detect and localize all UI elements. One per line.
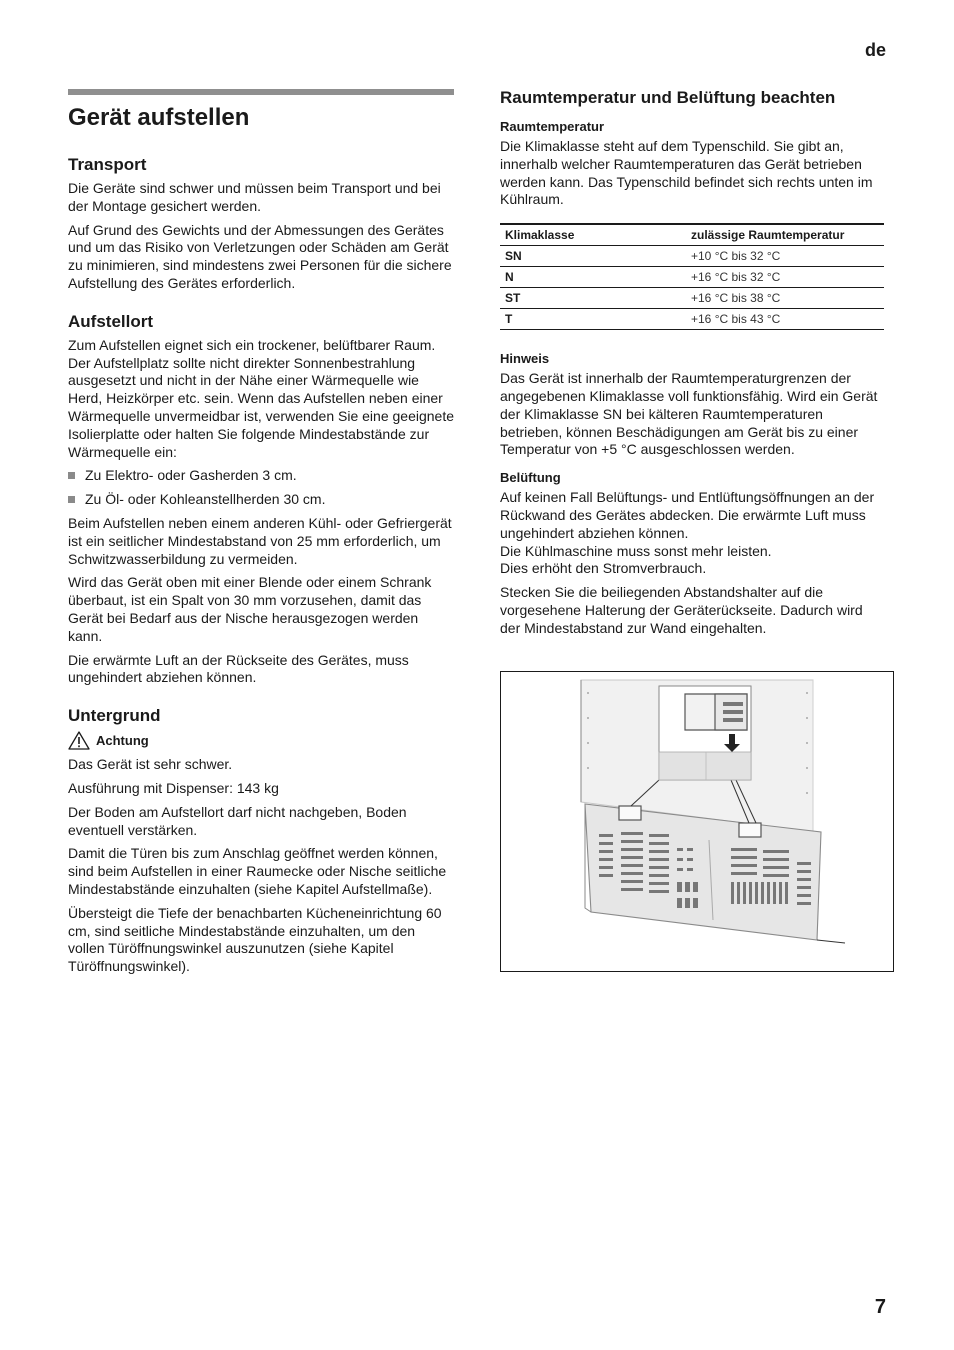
- page-number: 7: [874, 1296, 886, 1318]
- warning-notice: [68, 731, 454, 750]
- paragraph-line: Die Kühlmaschine muss sonst mehr leisten.: [500, 542, 772, 559]
- subheading-raumtemperatur: Raumtemperatur: [500, 119, 605, 134]
- section-transport: [68, 154, 454, 293]
- spacer-installation-illustration: [500, 671, 894, 972]
- heading-transport: Transport: [68, 155, 147, 174]
- column-header: Klimaklasse: [505, 228, 575, 243]
- paragraph: Auf Grund des Gewichts und der Abmessungen des Gerätes und um das Risiko von Verletzungen oder Schäden am Gerät zu minimieren, sind mindestens zwei Personen für die sichere Aufstellung des Gerätes erforderlich.: [68, 221, 452, 291]
- paragraph: Wird das Gerät oben mit einer Blende oder einem Schrank überbaut, ist ein Spalt von 30 mm vorzusehen, damit das Gerät bei Bedarf aus der Nische herausgezogen werden kann.: [68, 574, 432, 644]
- distance-list: [68, 467, 454, 509]
- paragraph-line: Dies erhöht den Stromverbrauch.: [500, 560, 707, 577]
- paragraph: Zum Aufstellen eignet sich ein trockener, belüftbarer Raum. Der Aufstellplatz sollte nicht direkter Sonnenbestrahlung ausgesetzt und nicht in der Nähe einer Wärmequelle wie Herd, Heizkörper etc. sein. Wenn das Aufstellen neben einer Wärmequelle unvermeidbar ist, verwenden Sie eine geeignete Isolierplatte oder halten Sie folgende Mindestabstände zur Wärmequelle ein:: [68, 336, 454, 460]
- table-cell-class: ST: [505, 291, 521, 306]
- paragraph: Übersteigt die Tiefe der benachbarten Kücheneinrichtung 60 cm, sind seitliche Mindestabstände einzuhalten, um den vollen Türöffnungswinkel auszunutzen (siehe Kapitel Türöffnungswinkel).: [68, 904, 442, 975]
- warning-triangle-icon: [68, 731, 90, 750]
- table-cell-class: SN: [505, 249, 522, 264]
- table-row: [500, 267, 884, 288]
- list-item: [68, 467, 454, 485]
- paragraph: Ausführung mit Dispenser: 143 kg: [68, 779, 279, 796]
- paragraph: Damit die Türen bis zum Anschlag geöffnet werden können, sind beim Aufstellen in einer Raumecke oder Nische seitliche Mindestabstände einzuhalten (siehe Kapitel Aufstellmaße).: [68, 845, 447, 897]
- page-title: Gerät aufstellen: [68, 104, 250, 131]
- paragraph: [500, 489, 886, 578]
- column-header: zulässige Raumtemperatur: [691, 228, 845, 243]
- table-cell-range: +16 °C bis 38 °C: [691, 291, 781, 306]
- appliance-back-illustration: [501, 672, 895, 973]
- heading-raumtemperatur-belueftung: Raumtemperatur und Belüftung beachten: [500, 88, 836, 107]
- table-row: [500, 246, 884, 267]
- left-column: [68, 89, 454, 982]
- list-item: [68, 491, 454, 509]
- heading-untergrund: Untergrund: [68, 706, 161, 726]
- table-row: [500, 309, 884, 330]
- table-header-row: [500, 224, 884, 246]
- paragraph-line: Auf keinen Fall Belüftungs- und Entlüftungsöffnungen an der Rückwand des Gerätes abdecken. Die erwärmte Luft muss ungehindert abziehen können.: [500, 489, 875, 541]
- section-untergrund: [68, 705, 454, 976]
- right-column: [500, 87, 886, 644]
- paragraph: Der Boden am Aufstellort darf nicht nachgeben, Boden eventuell verstärken.: [68, 803, 407, 838]
- paragraph: Beim Aufstellen neben einem anderen Kühl- oder Gefriergerät ist ein seitlicher Mindestabstand von 25 mm erforderlich, um Schwitzwasserbildung zu vermeiden.: [68, 514, 452, 567]
- subheading-hinweis: Hinweis: [500, 351, 550, 367]
- paragraph: Die Klimaklasse steht auf dem Typenschild. Sie gibt an, innerhalb welcher Raumtemperaturen das Gerät betrieben werden kann. Das Typenschild befindet sich rechts unten im Kühlraum.: [500, 138, 873, 208]
- paragraph: Die Geräte sind schwer und müssen beim Transport und bei der Montage gesichert werden.: [68, 180, 441, 214]
- table-row: [500, 288, 884, 309]
- table-cell-range: +10 °C bis 32 °C: [691, 249, 781, 264]
- section-rule: [68, 89, 454, 95]
- language-code: de: [864, 40, 886, 60]
- paragraph: Stecken Sie die beiliegenden Abstandshalter auf die vorgesehene Halterung der Geräterückseite. Dadurch wird der Mindestabstand zur Wand eingehalten.: [500, 584, 863, 636]
- bullet-square-icon: [68, 472, 75, 479]
- warning-label: Achtung: [96, 733, 149, 749]
- paragraph: Das Gerät ist innerhalb der Raumtemperaturgrenzen der angegebenen Klimaklasse voll funktionsfähig. Wird ein Gerät der Klimaklasse SN bei kälteren Raumtemperaturen betrieben, können Beschädigungen am Gerät bis zu einer Temperatur von +5 °C ausgeschlossen werden.: [500, 370, 878, 458]
- table-cell-range: +16 °C bis 32 °C: [691, 270, 781, 285]
- table-cell-range: +16 °C bis 43 °C: [691, 312, 781, 327]
- paragraph: Die erwärmte Luft an der Rückseite des Gerätes, muss ungehindert abziehen können.: [68, 651, 409, 686]
- climate-class-table: [500, 223, 884, 330]
- heading-aufstellort: Aufstellort: [68, 311, 153, 331]
- paragraph: Das Gerät ist sehr schwer.: [68, 756, 233, 773]
- bullet-square-icon: [68, 496, 75, 503]
- table-cell-class: T: [505, 312, 513, 327]
- subheading-belueftung: Belüftung: [500, 470, 561, 486]
- table-cell-class: N: [505, 270, 514, 285]
- list-item-text: Zu Öl- oder Kohleanstellherden 30 cm.: [85, 491, 326, 508]
- list-item-text: Zu Elektro- oder Gasherden 3 cm.: [85, 467, 297, 484]
- section-aufstellort: [68, 311, 454, 687]
